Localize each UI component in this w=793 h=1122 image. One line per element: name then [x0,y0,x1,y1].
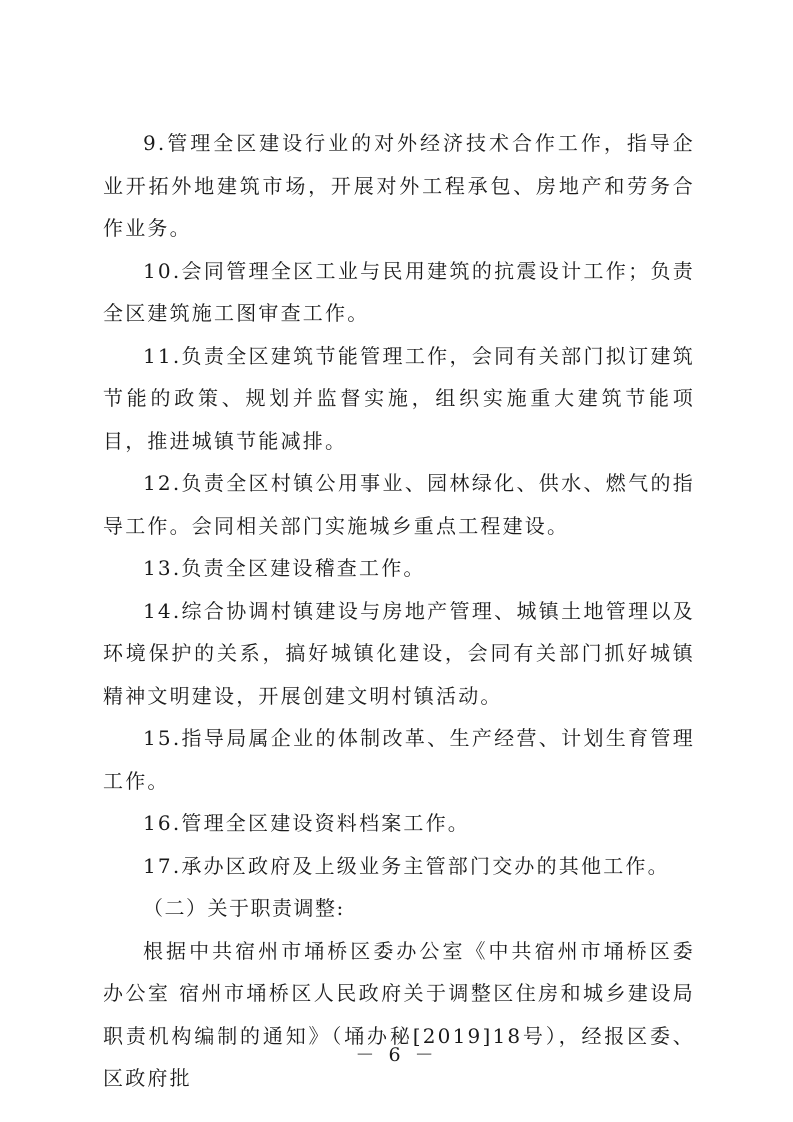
document-body [103,122,695,1100]
item-13-paragraph: 13.负责全区建设稽查工作。 [143,556,426,580]
section-heading-duty-adjustment: （二）关于职责调整: [143,896,345,920]
item-15-paragraph: 15.指导局属企业的体制改革、生产经营、计划生育管理工作。 [103,726,695,793]
item-16-paragraph: 16.管理全区建设资料档案工作。 [143,811,471,835]
item-10-paragraph: 10.会同管理全区工业与民用建筑的抗震设计工作；负责全区建筑施工图审查工作。 [103,258,695,325]
adjustment-body-paragraph: 根据中共宿州市埇桥区委办公室《中共宿州市埇桥区委办公室 宿州市埇桥区人民政府关于调整区住房和城乡建设局职责机构编制的通知》（埇办秘[2019]18号），经报区委、区政府批 [103,938,695,1090]
item-17-paragraph: 17.承办区政府及上级业务主管部门交办的其他工作。 [143,853,670,878]
item-14-paragraph: 14.综合协调村镇建设与房地产管理、城镇土地管理以及环境保护的关系，搞好城镇化建设，会同有关部门抓好城镇精神文明建设，开展创建文明村镇活动。 [103,598,695,708]
item-11-paragraph: 11.负责全区建筑节能管理工作，会同有关部门拟订建筑节能的政策、规划并监督实施，组织实施重大建筑节能项目，推进城镇节能减排。 [103,343,695,453]
page-number: － 6 － [355,1044,438,1066]
item-12-paragraph: 12.负责全区村镇公用事业、园林绿化、供水、燃气的指导工作。会同相关部门实施城乡重点工程建设。 [103,471,695,538]
item-9-paragraph: 9.管理全区建设行业的对外经济技术合作工作，指导企业开拓外地建筑市场，开展对外工程承包、房地产和劳务合作业务。 [103,131,695,240]
